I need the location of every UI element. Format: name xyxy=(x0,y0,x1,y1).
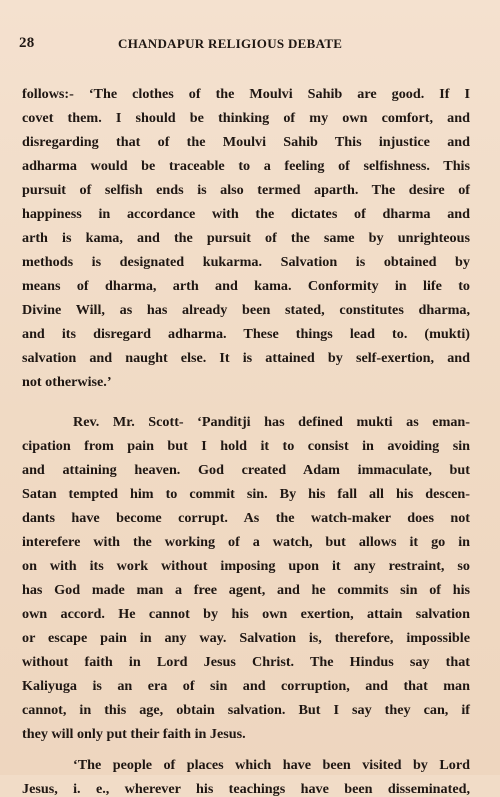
text-line: interefere with the working of a watch, but allows it go in xyxy=(22,534,470,550)
text-line: ‘The people of places which have been visited by Lord xyxy=(73,757,470,773)
text-line: adharma would be traceable to a feeling of selfishness. This xyxy=(22,158,470,174)
running-head: CHANDAPUR RELIGIOUS DEBATE xyxy=(118,36,343,51)
text-line: without faith in Lord Jesus Christ. The Hindus say that xyxy=(22,654,470,670)
text-line: they will only put their faith in Jesus. xyxy=(22,726,246,742)
text-line: not otherwise.’ xyxy=(22,374,112,390)
text-line: on with its work without imposing upon it any restraint, so xyxy=(22,558,470,574)
text-line: dants have become corrupt. As the watch-maker does not xyxy=(22,510,470,526)
text-line: or escape pain in any way. Salvation is, therefore, impossible xyxy=(22,630,470,646)
text-line: pursuit of selfish ends is also termed aparth. The desire of xyxy=(22,182,470,198)
text-line: covet them. I should be thinking of my own comfort, and xyxy=(22,110,470,126)
text-line: Rev. Mr. Scott- ‘Panditji has defined mukti as eman- xyxy=(73,414,470,430)
text-line: Kaliyuga is an era of sin and corruption, and that man xyxy=(22,678,470,694)
text-line: arth is kama, and the pursuit of the same by unrighteous xyxy=(22,230,470,246)
text-line: and its disregard adharma. These things lead to. (mukti) xyxy=(22,326,470,342)
text-line: means of dharma, arth and kama. Conformity in life to xyxy=(22,278,470,294)
text-line: methods is designated kukarma. Salvation is obtained by xyxy=(22,254,470,270)
text-line: follows:- ‘The clothes of the Moulvi Sahib are good. If I xyxy=(22,86,470,102)
text-line: cipation from pain but I hold it to consist in avoiding sin xyxy=(22,438,470,454)
text-line: salvation and naught else. It is attained by self-exertion, and xyxy=(22,350,470,366)
text-line: happiness in accordance with the dictates of dharma and xyxy=(22,206,470,222)
text-line: own accord. He cannot by his own exertion, attain salvation xyxy=(22,606,470,622)
text-line: and attaining heaven. God created Adam immaculate, but xyxy=(22,462,470,478)
text-line: Jesus, i. e., wherever his teachings have been disseminated, xyxy=(22,781,470,797)
text-line: Satan tempted him to commit sin. By his fall all his descen- xyxy=(22,486,470,502)
text-line: disregarding that of the Moulvi Sahib This injustice and xyxy=(22,134,470,150)
page-number: 28 xyxy=(19,35,35,51)
text-line: has God made man a free agent, and he commits sin of his xyxy=(22,582,470,598)
text-line: cannot, in this age, obtain salvation. But I say they can, if xyxy=(22,702,470,718)
text-line: Divine Will, as has already been stated, constitutes dharma, xyxy=(22,302,470,318)
